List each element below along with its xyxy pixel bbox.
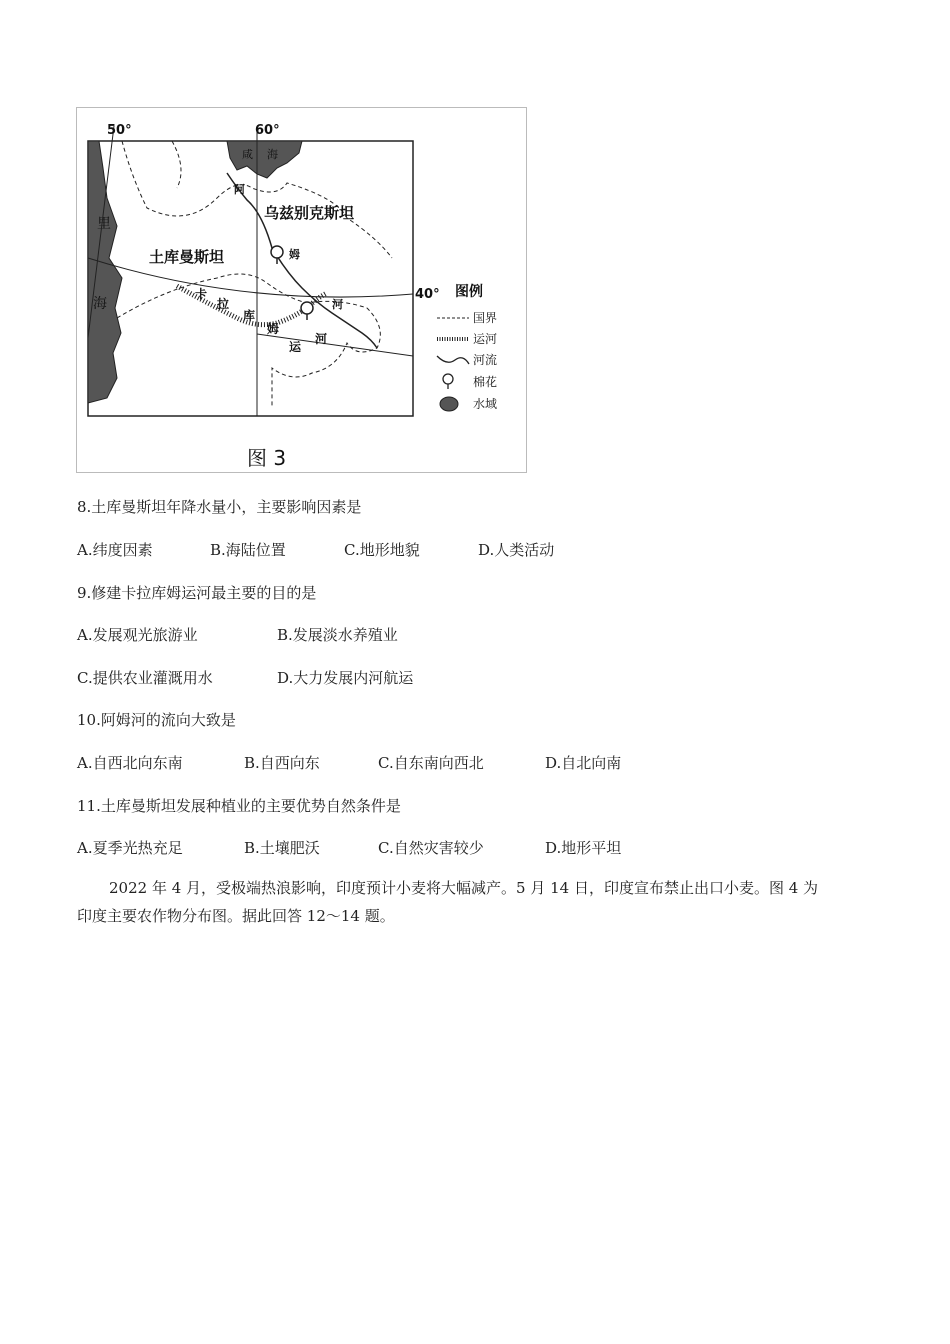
lon-label-50: 50° [107,123,132,138]
question-10-option-b: B.自西向东 [244,754,320,772]
caspian-char-1: 里 [97,216,111,232]
intro-line-1 [77,874,897,902]
legend-label-border: 国界 [473,311,498,325]
canal-char-2: 拉 [217,297,230,311]
river-char-mu: 姆 [289,248,300,261]
legend-label-water: 水域 [473,397,498,411]
legend-water-symbol [440,397,458,411]
canal-char-6: 河 [315,332,328,346]
figure-3-map [76,107,527,473]
question-11-option-b: B.土壤肥沃 [244,839,320,857]
country-turkmenistan: 土库曼斯坦 [149,248,225,266]
legend-label-canal: 运河 [473,332,498,346]
intro-line-1-text: 2022 年 4 月，受极端热浪影响，印度预计小麦将大幅减产。5 月 14 日，印度宣布禁止出口小麦。图 4 为 [109,879,819,897]
intro-line-2: 印度主要农作物分布图。据此回答 12～14 题。 [77,907,395,925]
question-9-option-c: C.提供农业灌溉用水 [77,669,213,687]
question-11-stem: 11.土库曼斯坦发展种植业的主要优势自然条件是 [77,797,401,815]
lon-label-60: 60° [255,123,280,138]
question-8-stem: 8.土库曼斯坦年降水量小，主要影响因素是 [77,498,362,516]
legend-label-cotton: 棉花 [473,375,498,389]
map-legend [437,283,497,411]
figure-caption: 图 3 [247,446,287,470]
legend-title: 图例 [455,284,483,300]
question-8-option-a: A.纬度因素 [77,541,153,559]
question-10-option-d: D.自北向南 [545,754,622,772]
question-10-option-c: C.自东南向西北 [378,754,484,772]
question-9-stem: 9.修建卡拉库姆运河最主要的目的是 [77,584,317,602]
map-frame [88,141,413,416]
canal-char-3: 库 [243,309,256,323]
aral-char-2: 海 [267,148,278,161]
legend-river-symbol [437,356,469,364]
country-uzbekistan: 乌兹别克斯坦 [264,204,355,222]
question-11-option-d: D.地形平坦 [545,839,622,857]
aral-char-1: 咸 [242,148,253,161]
intro-paragraph [77,874,897,930]
question-9-option-b: B.发展淡水养殖业 [277,626,398,644]
legend-label-river: 河流 [473,353,498,367]
lat-label-40: 40° [415,287,440,302]
river-char-he: 河 [332,298,343,311]
question-8-option-b: B.海陆位置 [210,541,286,559]
river-char-a: 阿 [234,183,245,196]
question-8-option-d: D.人类活动 [478,541,555,559]
caspian-char-2: 海 [93,296,107,312]
question-10-option-a: A.自西北向东南 [77,754,183,772]
canal-char-4: 姆 [267,322,280,336]
question-9-option-a: A.发展观光旅游业 [77,626,198,644]
canal-char-5: 运 [289,340,302,354]
question-10-stem: 10.阿姆河的流向大致是 [77,711,236,729]
question-8-option-c: C.地形地貌 [344,541,420,559]
question-9-option-d: D.大力发展内河航运 [277,669,414,687]
canal-char-1: 卡 [195,287,208,301]
legend-cotton-icon [443,374,453,384]
question-11-option-a: A.夏季光热充足 [77,839,183,857]
question-11-option-c: C.自然灾害较少 [378,839,484,857]
